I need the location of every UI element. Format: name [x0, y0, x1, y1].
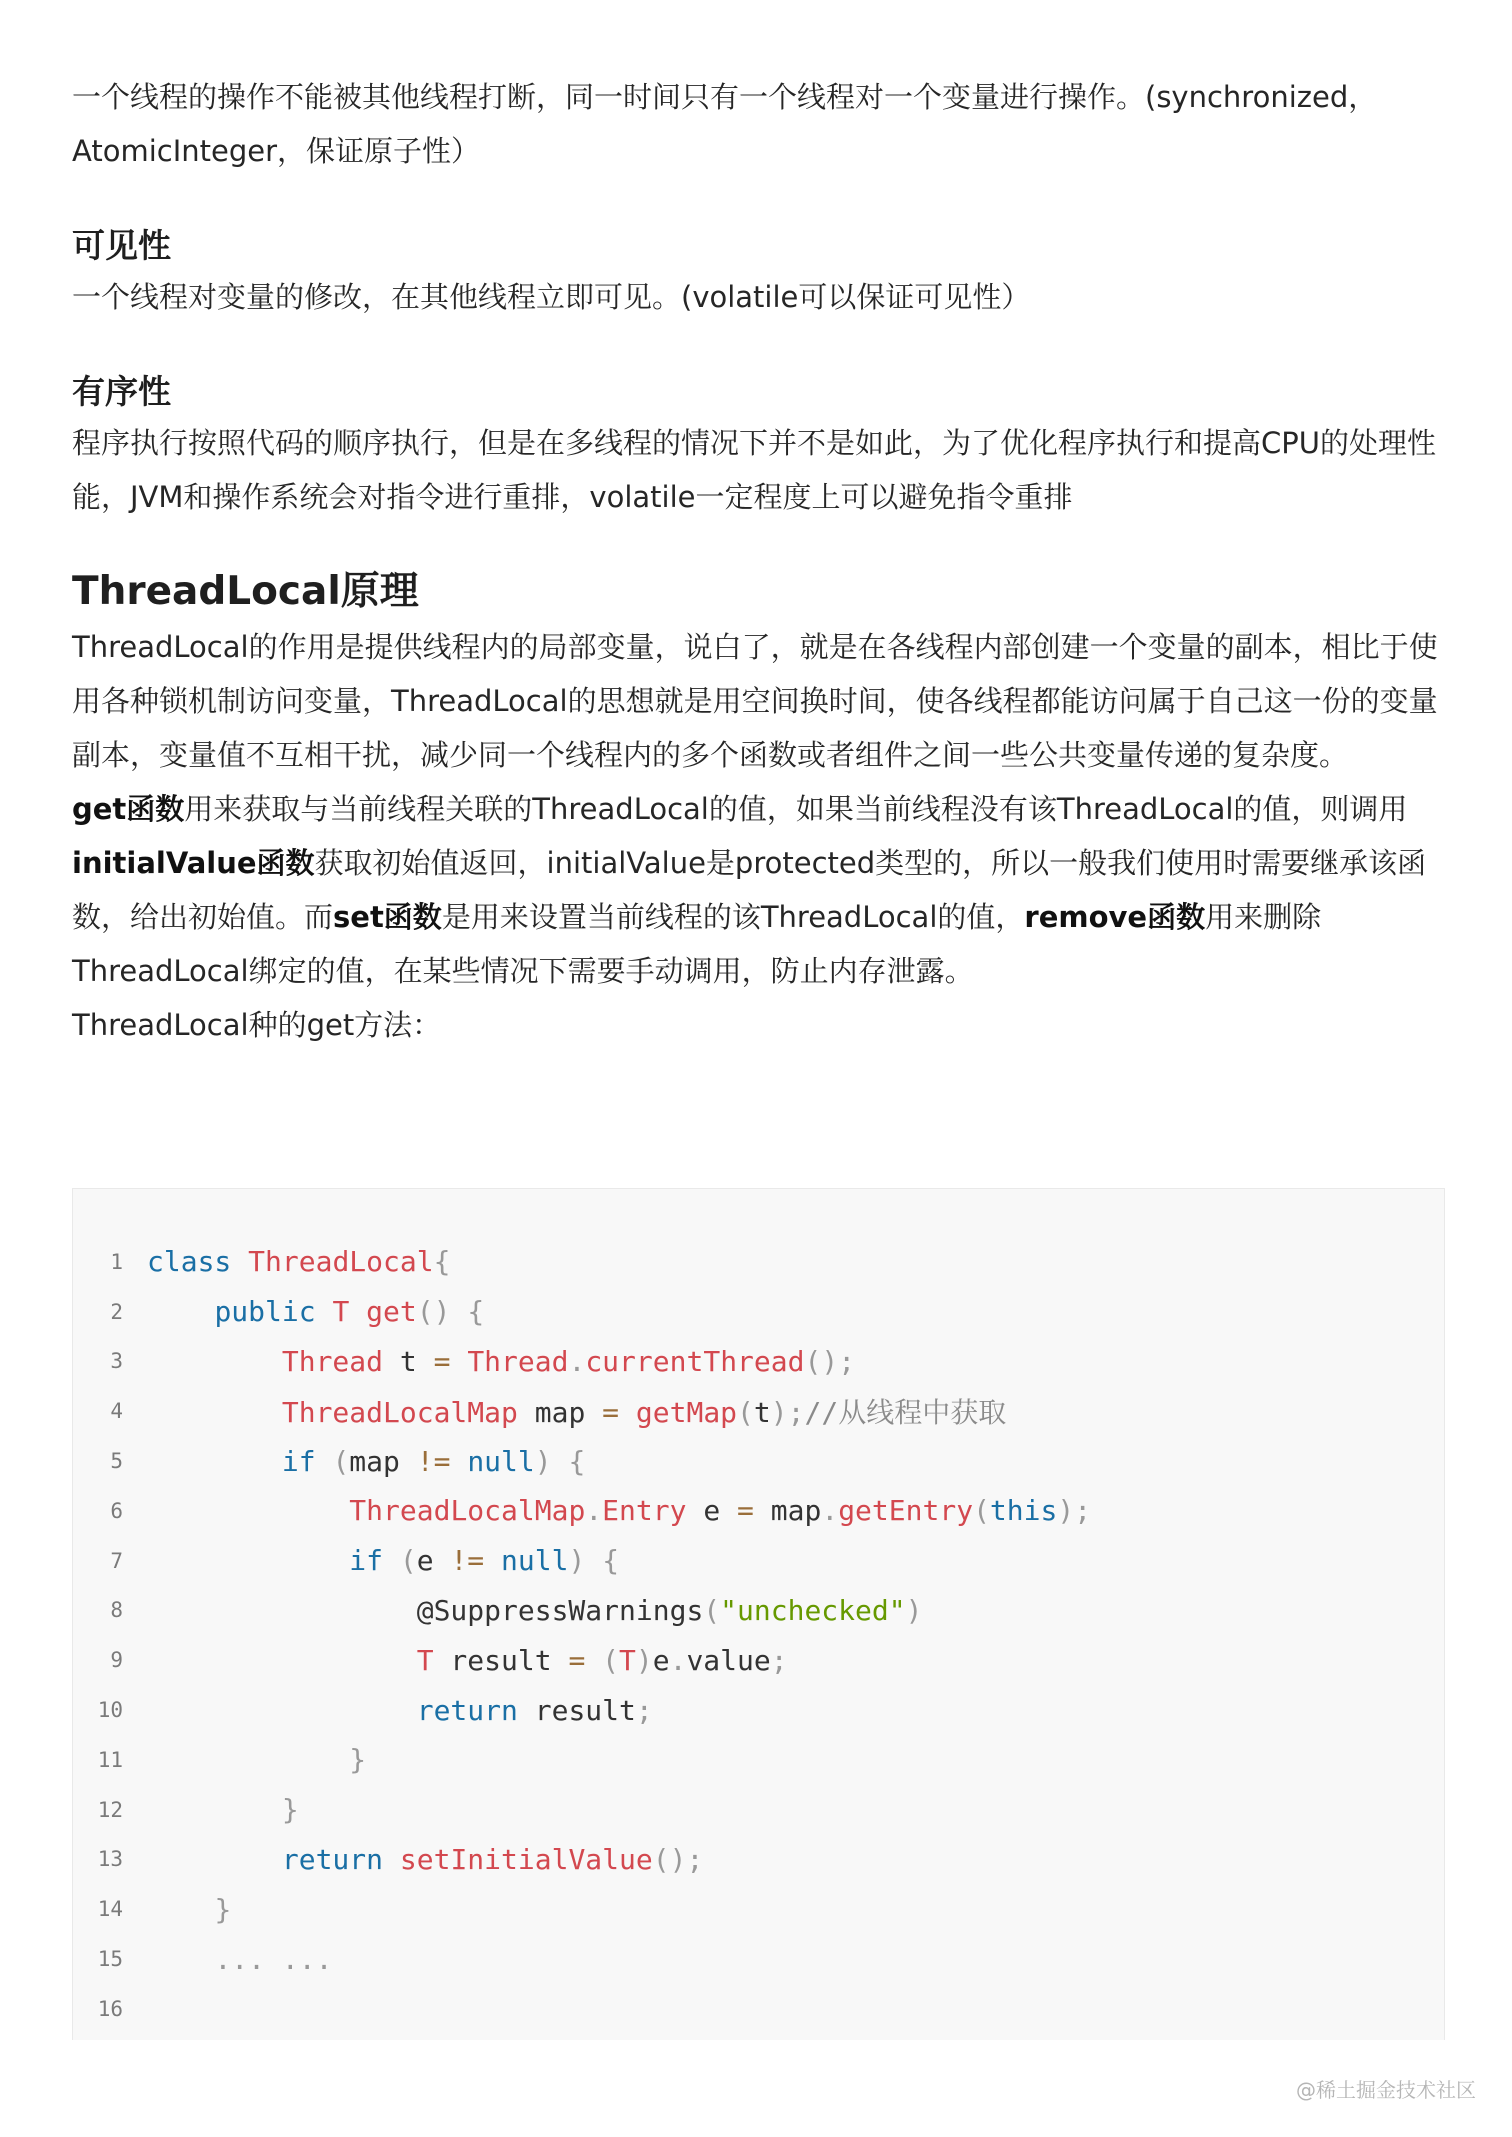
code-text: if (map != null) {: [281, 1444, 586, 1478]
code-line: [73, 1984, 1444, 2034]
threadlocal-methods-paragraph: [72, 782, 1452, 998]
code-line: [73, 1237, 1444, 1287]
code-text: }: [349, 1743, 367, 1777]
line-number: 14: [97, 1897, 123, 1922]
line-number: 12: [97, 1797, 123, 1822]
code-line: [73, 1934, 1444, 1984]
code-line: [73, 1685, 1444, 1735]
line-number: 6: [110, 1498, 123, 1523]
methods-text-3: 是用来设置当前线程的该ThreadLocal的值，: [441, 900, 1025, 934]
get-function-term: get函数: [72, 792, 185, 826]
ordering-heading: 有序性: [72, 372, 171, 411]
line-number: 7: [110, 1548, 123, 1573]
code-line: [73, 1635, 1444, 1685]
line-number: 5: [110, 1449, 123, 1474]
code-line: [73, 1785, 1444, 1835]
code-block[interactable]: [72, 1188, 1445, 2040]
code-text: }: [214, 1892, 232, 1926]
visibility-paragraph: 一个线程对变量的修改，在其他线程立即可见。(volatile可以保证可见性）: [72, 280, 1031, 314]
line-number: 11: [97, 1747, 123, 1772]
initialvalue-function-term: initialValue函数: [72, 846, 315, 880]
watermark: @稀土掘金技术社区: [1296, 2078, 1476, 2102]
atomicity-paragraph: 一个线程的操作不能被其他线程打断，同一时间只有一个线程对一个变量进行操作。(synchronized，AtomicInteger，保证原子性）: [72, 80, 1378, 168]
visibility-heading: 可见性: [72, 226, 171, 265]
code-line: [73, 1735, 1444, 1785]
code-text: return result;: [416, 1693, 653, 1727]
code-line: [73, 1436, 1444, 1486]
methods-text-1: 用来获取与当前线程关联的ThreadLocal的值，如果当前线程没有该ThreadLocal的值，则调用: [184, 792, 1408, 826]
line-number: 9: [110, 1648, 123, 1673]
code-line: [73, 1386, 1444, 1436]
code-text: T result = (T)e.value;: [416, 1643, 788, 1677]
code-text: ThreadLocalMap.Entry e = map.getEntry(this);: [349, 1494, 1092, 1528]
line-number: 4: [110, 1399, 123, 1424]
line-number: 1: [110, 1249, 123, 1274]
code-line: [73, 1287, 1444, 1337]
code-text: @SuppressWarnings("unchecked"): [416, 1593, 923, 1627]
line-number: 13: [97, 1847, 123, 1872]
threadlocal-heading: ThreadLocal原理: [72, 569, 419, 614]
line-number: 2: [110, 1299, 123, 1324]
line-number: 3: [110, 1349, 123, 1374]
code-line: [73, 1835, 1444, 1885]
code-line: [73, 1884, 1444, 1934]
code-text: public T get() {: [214, 1295, 485, 1329]
article-body: [72, 70, 1452, 1052]
get-method-caption: ThreadLocal种的get方法：: [72, 1008, 442, 1042]
code-text: ThreadLocalMap map = getMap(t);//从线程中获取: [281, 1396, 1007, 1430]
code-text: class ThreadLocal{: [147, 1245, 451, 1279]
ordering-paragraph: 程序执行按照代码的顺序执行，但是在多线程的情况下并不是如此，为了优化程序执行和提高CPU的处理性能，JVM和操作系统会对指令进行重排，volatile一定程度上可以避免指令重排: [72, 426, 1436, 514]
methods-text-2: 获取初始值返回，initialValue是protected类型的，所以一般我们使用时需要继承该函数，给出初始值。而: [72, 846, 1427, 934]
code-text: if (e != null) {: [349, 1544, 620, 1578]
code-lines: [73, 1237, 1444, 2034]
code-line: [73, 1337, 1444, 1387]
methods-text-4: 用来删除ThreadLocal绑定的值，在某些情况下需要手动调用，防止内存泄露。: [72, 900, 1322, 988]
line-number: 8: [110, 1598, 123, 1623]
line-number: 10: [97, 1698, 123, 1723]
code-text: Thread t = Thread.currentThread();: [281, 1344, 856, 1378]
code-line: [73, 1536, 1444, 1586]
set-function-term: set函数: [333, 900, 442, 934]
code-text: ... ...: [214, 1942, 333, 1976]
threadlocal-intro-paragraph: ThreadLocal的作用是提供线程内的局部变量，说白了，就是在各线程内部创建一个变量的副本，相比于使用各种锁机制访问变量，ThreadLocal的思想就是用空间换时间，使各线程都能访问属于自己这一份的变量副本，变量值不互相干扰，减少同一个线程内的多个函数或者组件之间一些公共变量传递的复杂度。: [72, 630, 1438, 772]
code-text: return setInitialValue();: [281, 1842, 704, 1876]
code-text: }: [281, 1793, 299, 1827]
code-line: [73, 1486, 1444, 1536]
line-number: 16: [97, 1996, 123, 2021]
line-number: 15: [97, 1947, 123, 1972]
remove-function-term: remove函数: [1024, 900, 1206, 934]
code-line: [73, 1586, 1444, 1636]
